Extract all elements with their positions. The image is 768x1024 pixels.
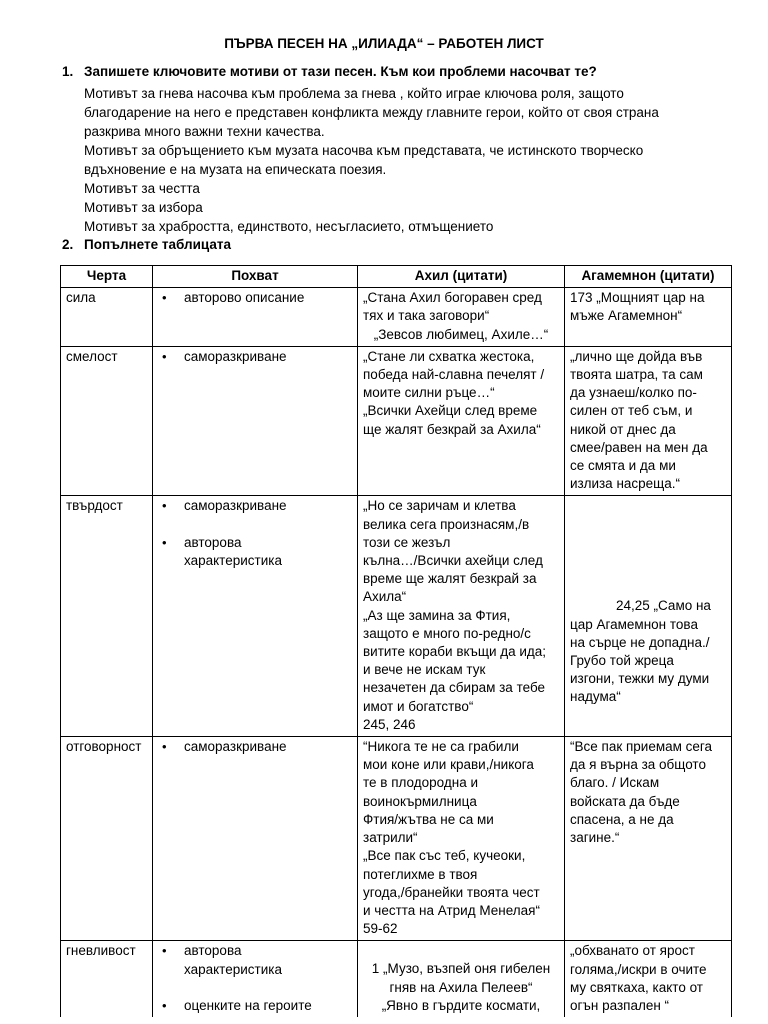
answer-line: разкрива много важни техни качества.: [84, 124, 325, 139]
traits-table: [60, 265, 732, 1017]
table-row: [61, 346, 732, 496]
quote-line: затрили“: [363, 830, 418, 846]
trait-cell: твърдост: [61, 496, 153, 737]
method-bullet-continuation: характеристика: [184, 552, 282, 568]
answer-line: Мотивът за честта: [84, 181, 200, 196]
quote-line: да я върна за общото: [570, 757, 706, 773]
method-cell: [153, 346, 358, 496]
method-bullet: • саморазкриване: [158, 348, 352, 366]
achilles-quote-cell: [358, 737, 565, 941]
achilles-quote-cell: [358, 346, 565, 496]
question-1-answer: [84, 84, 714, 236]
quote-line: моите силни ръце…“: [363, 385, 495, 401]
page-title: ПЪРВА ПЕСЕН НА „ИЛИАДА“ – РАБОТЕН ЛИСТ: [224, 36, 544, 51]
method-bullet: • саморазкриване: [158, 497, 352, 515]
quote-line: „Явно в гърдите космати,: [381, 997, 541, 1013]
quote-line: защото е много по-редно/с: [363, 625, 531, 641]
quote-line: смее/равен на мен да: [570, 439, 708, 455]
table-row: [61, 288, 732, 347]
table-header-row: [61, 266, 732, 288]
quote-line: 59-62: [363, 921, 398, 937]
header-method: Похват: [153, 266, 358, 288]
quote-line: Фтия/жътва не са ми: [363, 811, 494, 827]
quote-line: „Стане ли схватка жестока,: [363, 348, 535, 364]
quote-line: войската да бъде: [570, 793, 680, 809]
quote-line: 173 „Мощният цар на: [570, 290, 705, 306]
quote-line: 1 „Музо, възпей оня гибелен: [371, 961, 551, 977]
trait-cell: смелост: [61, 346, 153, 496]
quote-line: голяма,/искри в очите: [570, 961, 707, 977]
quote-line: мои коне или крави,/никога: [363, 757, 534, 773]
quote-line: Ахила“: [363, 589, 407, 605]
method-cell: [153, 941, 358, 1017]
question-1: [62, 64, 597, 79]
quote-line: надума“: [570, 689, 621, 705]
quote-line: тях и така заговори“: [363, 308, 490, 324]
answer-line: благодарение на него е представен конфликта между главните герои, който от своя страна: [84, 105, 659, 120]
quote-line: угода,/бранейки твоята чест: [363, 884, 540, 900]
question-2-text: Попълнете таблицата: [84, 237, 231, 252]
quote-line: на сърце не допадна./: [570, 634, 710, 650]
quote-line: кълна…/Всички ахейци след: [363, 553, 543, 569]
quote-line: „Зевсов любимец, Ахиле…“: [373, 326, 549, 342]
answer-line: Мотивът за гнева насочва към проблема за гнева , който играе ключова роля, защото: [84, 86, 624, 101]
quote-line: гняв на Ахила Пелеев“: [389, 979, 533, 995]
quote-line: велика сега произнасям,/в: [363, 516, 530, 532]
method-bullet: • саморазкриване: [158, 738, 352, 756]
agamemnon-quote-cell: [565, 288, 732, 347]
quote-line: загине.“: [570, 830, 620, 846]
question-2: [62, 237, 231, 252]
quote-line: победа най-славна печелят /: [363, 367, 545, 383]
table-row: [61, 496, 732, 737]
quote-line: имот и богатство“: [363, 698, 474, 714]
quote-line: силен от теб съм, и: [570, 403, 693, 419]
method-bullet: • оценките на героите: [158, 997, 352, 1015]
agamemnon-quote-cell: [565, 737, 732, 941]
quote-line: „лично ще дойда във: [570, 348, 703, 364]
method-bullet: • авторово описание: [158, 289, 352, 307]
quote-line: се смята и да ми: [570, 458, 676, 474]
question-1-text: Запишете ключовите мотиви от тази песен. Към кои проблеми насочват те?: [84, 64, 597, 79]
header-achilles: Ахил (цитати): [358, 266, 565, 288]
quote-line: „обхванато от ярост: [570, 943, 695, 959]
quote-line: Грубо той жреца: [570, 653, 674, 669]
quote-line: никой от днес да: [570, 421, 676, 437]
quote-line: мъже Агамемнон“: [570, 308, 683, 324]
question-1-number: 1.: [62, 64, 74, 79]
quote-line: „Но се заричам и клетва: [363, 498, 516, 514]
method-cell: [153, 288, 358, 347]
quote-line: витите кораби вкъщи да ида;: [363, 644, 547, 660]
header-agamemnon: Агамемнон (цитати): [565, 266, 732, 288]
quote-line: му святкаха, както от: [570, 979, 703, 995]
achilles-quote-cell: [358, 288, 565, 347]
quote-line: потеглихме в твоя: [363, 866, 478, 882]
answer-line: Мотивът за храбростта, единството, несъгласието, отмъщението: [84, 219, 494, 234]
method-bullet: • авторова: [158, 942, 352, 960]
trait-cell: отговорност: [61, 737, 153, 941]
answer-line: вдъхновение е на музата на епическата поезия.: [84, 162, 387, 177]
quote-line: цар Агамемнон това: [570, 616, 698, 632]
trait-cell: сила: [61, 288, 153, 347]
quote-line: „Все пак със теб, кучеоки,: [363, 848, 526, 864]
agamemnon-quote-cell: [565, 346, 732, 496]
quote-line: 245, 246: [363, 716, 416, 732]
quote-line: спасена, а не да: [570, 811, 674, 827]
quote-line: „Всички Ахейци след време: [363, 403, 538, 419]
quote-line: твоята шатра, та сам: [570, 367, 703, 383]
quote-line: благо. / Искам: [570, 775, 660, 791]
question-2-number: 2.: [62, 237, 74, 252]
quote-line: изгони, тежки му думи: [570, 671, 710, 687]
quote-line: те в плодородна и: [363, 775, 479, 791]
answer-line: Мотивът за обръщението към музата насочва към представата, че истинското творческо: [84, 143, 644, 158]
table-row: [61, 737, 732, 941]
agamemnon-quote-cell: [565, 941, 732, 1017]
quote-line: “Все пак приемам сега: [570, 739, 713, 755]
header-trait: Черта: [61, 266, 153, 288]
quote-line: 24,25 „Само на: [616, 598, 711, 614]
answer-line: Мотивът за избора: [84, 200, 203, 215]
agamemnon-quote-cell: [565, 496, 732, 737]
achilles-quote-cell: [358, 496, 565, 737]
quote-line: незачетен да сбирам за тебе: [363, 680, 546, 696]
quote-line: воинокърмилница: [363, 793, 477, 809]
quote-line: „Аз ще замина за Фтия,: [363, 607, 511, 623]
quote-line: този се жезъл: [363, 534, 451, 550]
quote-line: “Никога те не са грабили: [363, 739, 519, 755]
trait-cell: гневливост: [61, 941, 153, 1017]
quote-line: излиза насреща.“: [570, 476, 681, 492]
quote-line: да узнаеш/колко по-: [570, 385, 697, 401]
method-cell: [153, 737, 358, 941]
method-bullet-continuation: характеристика: [184, 961, 282, 977]
quote-line: огън разпален “: [570, 997, 670, 1013]
achilles-quote-cell: [358, 941, 565, 1017]
quote-line: време ще жалят безкрай за: [363, 571, 537, 587]
method-bullet: • авторова: [158, 534, 352, 552]
quote-line: и честта на Атрид Менелая“: [363, 902, 540, 918]
quote-line: „Стана Ахил богоравен сред: [363, 290, 542, 306]
table-row: [61, 941, 732, 1017]
quote-line: и вече не искам тук: [363, 662, 486, 678]
method-cell: [153, 496, 358, 737]
quote-line: ще жалят безкрай за Ахила“: [363, 421, 541, 437]
